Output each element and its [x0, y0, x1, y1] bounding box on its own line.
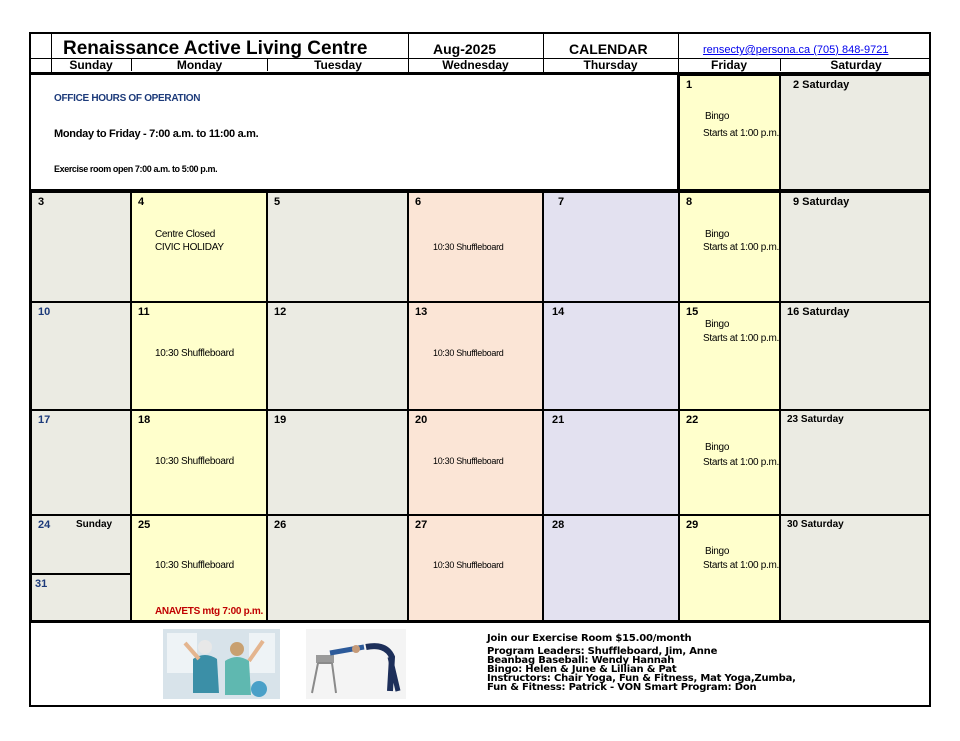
day-number: 19: [274, 414, 287, 426]
day-cell-14[interactable]: [543, 302, 679, 410]
footer-line: Fun & Fitness: Patrick - VON Smart Program: Don: [487, 682, 757, 693]
day-number: 8: [686, 196, 693, 208]
day-cell-19[interactable]: [267, 410, 408, 515]
event-bingo-time: Starts at 1:00 p.m.: [703, 128, 780, 139]
footer-line: Join our Exercise Room $15.00/month: [487, 633, 692, 644]
day-number: 25: [138, 519, 151, 531]
day-number: 26: [274, 519, 287, 531]
event-bingo: Bingo: [705, 319, 730, 330]
calendar-label: CALENDAR: [569, 41, 648, 57]
day-cell-3[interactable]: [31, 192, 131, 302]
event-bingo-time: Starts at 1:00 p.m.: [703, 333, 780, 344]
day-cell-18[interactable]: [131, 410, 267, 515]
event-shuffleboard: 10:30 Shuffleboard: [155, 348, 234, 359]
day-cell-12[interactable]: [267, 302, 408, 410]
day-cell-7[interactable]: [543, 192, 679, 302]
day-number: 5: [274, 196, 281, 208]
day-cell-22[interactable]: [679, 410, 780, 515]
day-number: 22: [686, 414, 699, 426]
event-shuffleboard: 10:30 Shuffleboard: [433, 242, 504, 252]
office-hours-exercise: Exercise room open 7:00 a.m. to 5:00 p.m.: [54, 164, 218, 174]
day-cell-24[interactable]: [31, 515, 131, 574]
day-cell-1[interactable]: [679, 75, 780, 190]
day-number: 24: [38, 519, 51, 531]
weekday-tuesday: Tuesday: [267, 59, 408, 71]
event-bingo: Bingo: [705, 546, 730, 557]
day-cell-10[interactable]: [31, 302, 131, 410]
day-number: 10: [38, 306, 51, 318]
day-number: 7: [558, 196, 565, 208]
day-number: 17: [38, 414, 51, 426]
day-number: 20: [415, 414, 428, 426]
day-cell-29[interactable]: [679, 515, 780, 621]
day-number: 31: [35, 578, 48, 590]
day-cell-23[interactable]: [780, 410, 930, 515]
day-cell-8[interactable]: [679, 192, 780, 302]
day-cell-17[interactable]: [31, 410, 131, 515]
day-cell-15[interactable]: [679, 302, 780, 410]
day-cell-25[interactable]: [131, 515, 267, 621]
event-shuffleboard: 10:30 Shuffleboard: [155, 456, 234, 467]
centre-name: Renaissance Active Living Centre: [63, 38, 368, 59]
day-number: 27: [415, 519, 428, 531]
day-cell-21[interactable]: [543, 410, 679, 515]
day-cell-20[interactable]: [408, 410, 543, 515]
day-number: 14: [552, 306, 565, 318]
day-number: 21: [552, 414, 565, 426]
event-bingo-time: Starts at 1:00 p.m.: [703, 242, 780, 253]
footer-line: Instructors: Chair Yoga, Fun & Fitness, Mat Yoga,Zumba,: [487, 673, 796, 684]
event-bingo-time: Starts at 1:00 p.m.: [703, 457, 780, 468]
day-cell-27[interactable]: [408, 515, 543, 621]
weekday-saturday: Saturday: [780, 59, 931, 71]
day-cell-11[interactable]: [131, 302, 267, 410]
exercise-photo-chair-stretch: [306, 629, 406, 699]
day-number: 11: [138, 306, 150, 318]
event-shuffleboard: 10:30 Shuffleboard: [433, 348, 504, 358]
day-number: 12: [274, 306, 287, 318]
footer-line: Beanbag Baseball: Wendy Hannah: [487, 655, 675, 666]
day-number: 30 Saturday: [787, 519, 844, 530]
day-number: 2 Saturday: [793, 79, 850, 91]
day-cell-28[interactable]: [543, 515, 679, 621]
day-number: 3: [38, 196, 45, 208]
event-anavets: ANAVETS mtg 7:00 p.m.: [155, 606, 263, 617]
weekday-thursday: Thursday: [583, 58, 638, 72]
month-label: Aug-2025: [433, 41, 497, 57]
event-shuffleboard: 10:30 Shuffleboard: [433, 456, 504, 466]
weekday-friday: Friday: [710, 58, 747, 72]
contact-link[interactable]: rensecty@persona.ca (705) 848-9721: [703, 44, 889, 56]
weekday-monday: Monday: [131, 59, 267, 71]
day-cell-9[interactable]: [780, 192, 930, 302]
event-centre-closed: Centre Closed: [155, 229, 216, 240]
footer-info: [487, 634, 907, 692]
day-cell-13[interactable]: [408, 302, 543, 410]
event-bingo: Bingo: [705, 229, 730, 240]
event-civic-holiday: CIVIC HOLIDAY: [155, 242, 224, 253]
day-number: 9 Saturday: [793, 196, 850, 208]
day-cell-26[interactable]: [267, 515, 408, 621]
day-number: 28: [552, 519, 565, 531]
day-label-sunday: Sunday: [76, 519, 113, 530]
day-number: 29: [686, 519, 699, 531]
day-cell-31[interactable]: [31, 574, 131, 621]
day-number: 15: [686, 306, 699, 318]
day-cell-16[interactable]: [780, 302, 930, 410]
day-cell-5[interactable]: [267, 192, 408, 302]
weekday-sunday: Sunday: [69, 58, 113, 72]
footer-line: Program Leaders: Shuffleboard, Jim, Anne: [487, 646, 718, 657]
day-number: 18: [138, 414, 151, 426]
footer-line: Bingo: Helen & June & Lillian & Pat: [487, 664, 677, 675]
event-shuffleboard: 10:30 Shuffleboard: [433, 560, 504, 570]
day-cell-30[interactable]: [780, 515, 930, 621]
event-bingo: Bingo: [705, 442, 730, 453]
day-number: 23 Saturday: [787, 414, 844, 425]
day-number: 4: [138, 196, 145, 208]
row-separator: [29, 620, 931, 623]
day-cell-2[interactable]: [780, 75, 930, 190]
day-cell-4[interactable]: [131, 192, 267, 302]
day-number: 16 Saturday: [787, 306, 850, 318]
day-number: 13: [415, 306, 428, 318]
day-number: 1: [686, 79, 693, 91]
event-bingo-time: Starts at 1:00 p.m.: [703, 560, 780, 571]
weekday-wednesday: Wednesday: [442, 58, 509, 72]
event-bingo: Bingo: [705, 111, 730, 122]
exercise-photo-seniors: [163, 629, 280, 699]
office-hours-weekday: Monday to Friday - 7:00 a.m. to 11:00 a.m.: [54, 128, 259, 140]
day-number: 6: [415, 196, 422, 208]
day-cell-6[interactable]: [408, 192, 543, 302]
office-hours-title: OFFICE HOURS OF OPERATION: [54, 93, 201, 104]
event-shuffleboard: 10:30 Shuffleboard: [155, 560, 234, 571]
